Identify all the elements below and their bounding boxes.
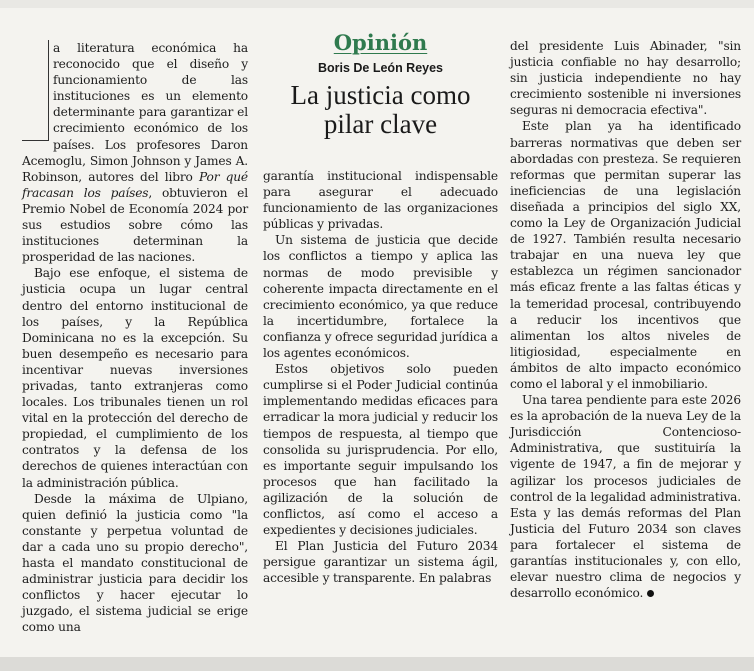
column-3 <box>510 38 741 601</box>
paragraph: Estos objetivos solo pueden cumplirse si el Poder Judicial continúa implementando medidas eficaces para erradicar la mora judicial y reducir los tiempos de respuesta, al tiempo que consolida su jurisprudencia. Por ello, es importante seguir impulsando los procesos que han facilitado la agilización de la solución de conflictos, así como el acceso a expedientes y decisiones judiciales. <box>263 362 498 538</box>
bottom-bar <box>0 657 754 671</box>
column-1 <box>22 40 248 635</box>
paragraph <box>510 392 741 601</box>
book-title: Por qué fracasan los países <box>22 169 248 200</box>
paragraph: Un sistema de justicia que decide los conflictos a tiempo y aplica las normas de modo previsible y coherente impacta directamente en el crecimiento económico, ya que reduce la incertidumbre, fortalece la confianza y ofrece seguridad jurídica a los agentes económicos. <box>263 233 498 361</box>
paragraph: Bajo ese enfoque, el sistema de justicia ocupa un lugar central dentro del entorno institucional de los países, y la República Dominicana no es la excepción. Su buen desempeño es necesario para incentivar nuevas inversiones privadas, tanto extranjeras como locales. Los tribunales tienen un rol vital en la protección del derecho de propiedad, el cumplimiento de los contratos y la defensa de los derechos de quienes interactúan con la administración pública. <box>22 266 248 490</box>
paragraph: Desde la máxima de Ulpiano, quien definió la justicia como "la constante y perpetua voluntad de dar a cada uno su propio derecho", hasta el mandato constitucional de administrar justicia para decidir los conflictos y hacer ejecutar lo juzgado, el sistema judicial se erige como una <box>22 491 248 635</box>
paragraph: garantía institucional indispensable para asegurar el adecuado funcionamiento de las organizaciones públicas y privadas. <box>263 169 498 232</box>
drop-cap-frame <box>22 40 49 141</box>
paragraph-text: a literatura económica ha reconocido que el diseño y funcionamiento de las instituciones es un elemento determinante para garantizar el crecimiento económico de los países. Los profesores Daron Acemoglu, Simon Johnson y James A. Robinson, autores del libro <box>22 41 248 184</box>
paragraph: El Plan Justicia del Futuro 2034 persigue garantizar un sistema ágil, accesible y transparente. En palabras <box>263 539 498 586</box>
section-label: Opinión <box>333 30 428 55</box>
paragraph-text: , obtuvieron el Premio Nobel de Economía 2024 por sus estudios sobre cómo las instituciones determinan la prosperidad de las naciones. <box>22 185 248 265</box>
article-headline: La justicia como pilar clave <box>290 80 471 139</box>
article-header <box>263 28 498 139</box>
paragraph <box>22 40 248 265</box>
newspaper-page <box>0 28 754 635</box>
paragraph: del presidente Luis Abinader, "sin justicia confiable no hay desarrollo; sin justicia independiente no hay crecimiento sostenible ni inversiones seguras ni democracia efectiva". <box>510 39 741 118</box>
end-of-article-mark <box>647 590 654 597</box>
author-byline: Boris De León Reyes <box>317 61 444 75</box>
paragraph-text: Una tarea pendiente para este 2026 es la aprobación de la nueva Ley de la Jurisdicción Contencioso-Administrativa, que sustituiría la vigente de 1947, a fin de mejorar y agilizar los procesos judiciales de control de la legalidad administrativa. Esta y las demás reformas del Plan Justicia del Futuro 2034 son claves para fortalecer el sistema de garantías institucionales y, con ello, elevar nuestro clima de negocios y desarrollo económico. <box>510 393 741 601</box>
column-2 <box>263 168 498 586</box>
top-strip <box>0 0 754 8</box>
paragraph: Este plan ya ha identificado barreras normativas que deben ser abordadas con presteza. Se requieren reformas que permitan superar las ineficiencias de una legislación diseñada a principios del siglo XX, como la Ley de Organización Judicial de 1927. También resulta necesario trabajar en una nueva ley que establezca un régimen sancionador más eficaz frente a las faltas éticas y la temeridad procesal, contribuyendo a reducir los incentivos que alimentan los altos niveles de litigiosidad, especialmente en ámbitos de alto impacto económico como el laboral y el inmobiliario. <box>510 119 741 391</box>
